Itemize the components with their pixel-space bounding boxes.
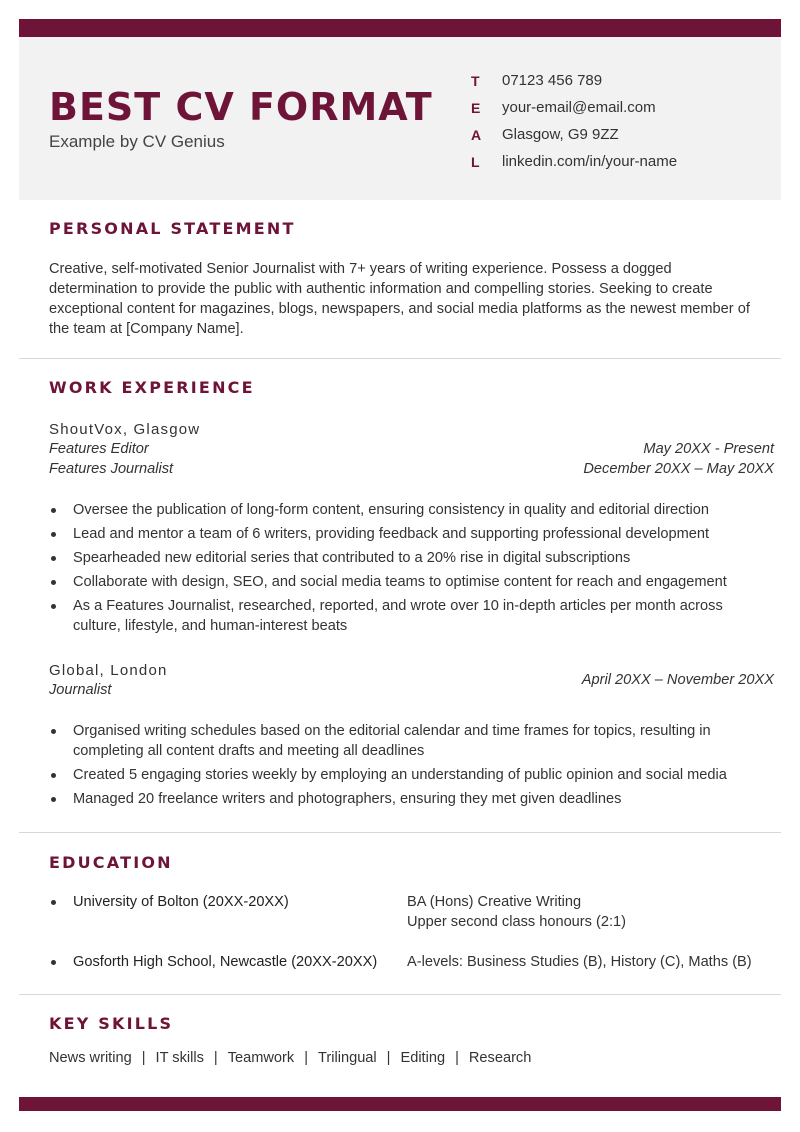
contact-phone xyxy=(471,67,677,94)
job-dates-row xyxy=(49,672,774,692)
work-experience-heading: WORK EXPERIENCE xyxy=(49,378,255,397)
email-value: your-email@email.com xyxy=(502,99,656,116)
skills-list xyxy=(49,1050,531,1066)
personal-statement-text: Creative, self-motivated Senior Journalist with 7+ years of writing experience. Possess a dogged determination to provide the public with authentic information and compelling stories. Seeking to create exceptional content for magazines, blogs, newspapers, and social media platforms as the newest member of the team at [Company Name]. xyxy=(49,261,750,337)
education-detail xyxy=(407,892,626,932)
skill-item: Research xyxy=(468,1050,532,1066)
education-detail: A-levels: Business Studies (B), History (C), Maths (B) xyxy=(407,954,752,970)
education-heading: EDUCATION xyxy=(49,853,173,872)
bullet-dot xyxy=(51,960,56,965)
skill-separator: | xyxy=(213,1050,218,1066)
personal-statement-heading: PERSONAL STATEMENT xyxy=(49,219,296,238)
job-bullet-list xyxy=(49,721,774,813)
section-divider xyxy=(19,832,781,833)
education-school: University of Bolton (20XX-20XX) xyxy=(73,894,289,910)
list-item: Created 5 engaging stories weekly by employing an understanding of public opinion and social media xyxy=(49,765,774,785)
skill-item: IT skills xyxy=(155,1050,204,1066)
address-value: Glasgow, G9 9ZZ xyxy=(502,126,619,143)
phone-value: 07123 456 789 xyxy=(502,72,603,89)
education-grade: Upper second class honours (2:1) xyxy=(407,914,627,930)
skill-item: Trilingual xyxy=(318,1050,377,1066)
list-item: Managed 20 freelance writers and photographers, ensuring they met given deadlines xyxy=(49,789,774,809)
job-role-dates: April 20XX – November 20XX xyxy=(581,672,774,688)
list-item: Spearheaded new editorial series that contributed to a 20% rise in digital subscriptions xyxy=(49,548,774,568)
skill-separator: | xyxy=(141,1050,146,1066)
top-accent-bar xyxy=(19,19,781,37)
linkedin-label: L xyxy=(471,153,480,170)
contact-linkedin xyxy=(471,148,677,175)
key-skills-heading: KEY SKILLS xyxy=(49,1014,174,1033)
list-item: Oversee the publication of long-form content, ensuring consistency in quality and editorial direction xyxy=(49,500,774,520)
education-degree: BA (Hons) Creative Writing xyxy=(407,894,582,910)
job-role-row xyxy=(49,461,774,481)
job-role-row xyxy=(49,441,774,461)
skill-separator: | xyxy=(386,1050,391,1066)
phone-label: T xyxy=(471,72,480,89)
job-bullet-list xyxy=(49,500,774,640)
section-divider xyxy=(19,994,781,995)
section-divider xyxy=(19,358,781,359)
cv-name: BEST CV FORMAT xyxy=(49,85,433,129)
job-role-dates: December 20XX – May 20XX xyxy=(583,461,774,477)
cv-header xyxy=(19,37,781,200)
bottom-accent-bar xyxy=(19,1097,781,1111)
bullet-dot xyxy=(51,900,56,905)
contact-list xyxy=(471,67,677,175)
job-company: Global, London xyxy=(49,662,168,679)
email-label: E xyxy=(471,99,481,116)
cv-subtitle: Example by CV Genius xyxy=(49,132,225,151)
job-role-dates: May 20XX - Present xyxy=(643,441,774,457)
contact-email xyxy=(471,94,677,121)
linkedin-value: linkedin.com/in/your-name xyxy=(502,153,678,170)
list-item: Organised writing schedules based on the editorial calendar and time frames for topics, resulting in completing all content drafts and meeting all deadlines xyxy=(49,721,774,761)
skill-separator: | xyxy=(304,1050,308,1066)
skill-item: News writing xyxy=(49,1050,132,1066)
address-label: A xyxy=(471,126,482,143)
skill-item: Teamwork xyxy=(227,1050,295,1066)
job-role-title: Features Journalist xyxy=(49,461,174,477)
list-item: Collaborate with design, SEO, and social media teams to optimise content for reach and engagement xyxy=(49,572,774,592)
list-item: Lead and mentor a team of 6 writers, providing feedback and supporting professional development xyxy=(49,524,774,544)
list-item: As a Features Journalist, researched, reported, and wrote over 10 in-depth articles per month across culture, lifestyle, and human-interest beats xyxy=(49,596,774,636)
job-role-title: Journalist xyxy=(49,682,112,698)
contact-address xyxy=(471,121,677,148)
education-school: Gosforth High School, Newcastle (20XX-20XX) xyxy=(73,954,378,970)
job-role-title: Features Editor xyxy=(49,441,149,457)
skill-separator: | xyxy=(455,1050,459,1066)
skill-item: Editing xyxy=(400,1050,446,1066)
job-company: ShoutVox, Glasgow xyxy=(49,421,201,438)
